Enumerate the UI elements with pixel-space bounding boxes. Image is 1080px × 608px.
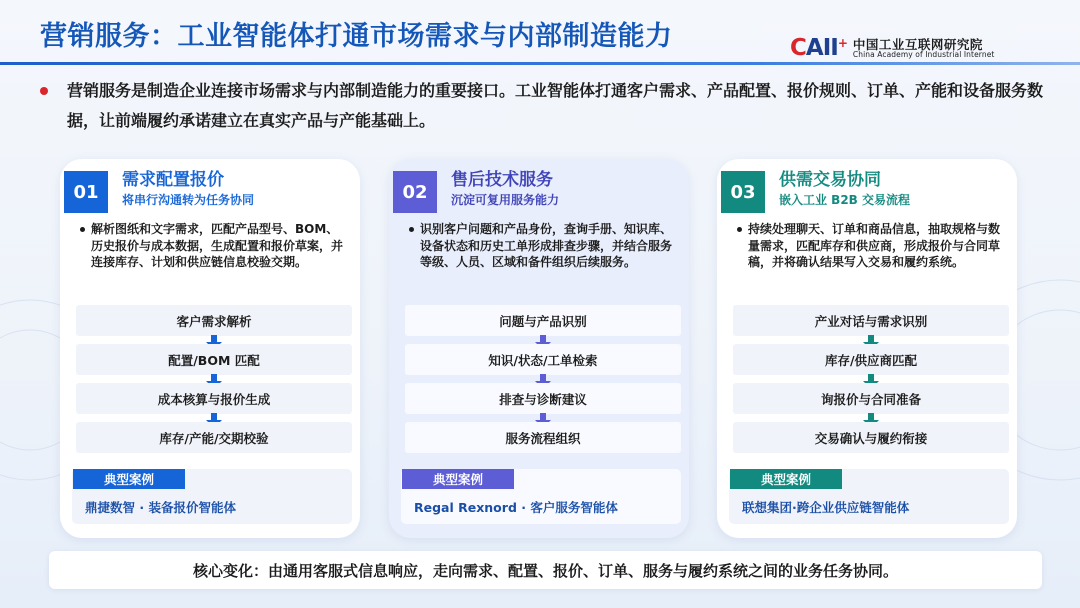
flow-step: 产业对话与需求识别 bbox=[733, 305, 1009, 336]
flow-step: 问题与产品识别 bbox=[405, 305, 681, 336]
case-text: 联想集团·跨企业供应链智能体 bbox=[742, 500, 910, 515]
case-tag: 典型案例 bbox=[402, 469, 514, 489]
case-box bbox=[72, 469, 352, 524]
title-divider bbox=[0, 62, 1080, 65]
flow-step: 客户需求解析 bbox=[76, 305, 352, 336]
card-description: 识别客户问题和产品身份，查询手册、知识库、设备状态和历史工单形成排查步骤，并结合服务等级、人员、区域和备件组织后续服务。 bbox=[409, 221, 677, 271]
case-text: Regal Rexnord · 客户服务智能体 bbox=[414, 500, 618, 515]
logo-mark: CAII+ bbox=[790, 34, 847, 61]
page-title: 营销服务：工业智能体打通市场需求与内部制造能力 bbox=[40, 21, 673, 52]
bullet-icon bbox=[409, 227, 414, 232]
core-change-summary: 核心变化：由通用客服式信息响应，走向需求、配置、报价、订单、服务与履约系统之间的业务任务协同。 bbox=[49, 551, 1042, 589]
flow-step: 配置/BOM 匹配 bbox=[76, 344, 352, 375]
card-number-badge: 03 bbox=[721, 171, 765, 213]
logo-name-cn: 中国工业互联网研究院 bbox=[852, 36, 983, 52]
card-number-badge: 02 bbox=[393, 171, 437, 213]
card-subtitle: 沉淀可复用服务能力 bbox=[451, 193, 560, 207]
bullet-icon bbox=[80, 227, 85, 232]
card-header bbox=[389, 159, 689, 214]
card-after-sales-service bbox=[389, 159, 689, 538]
card-number-badge: 01 bbox=[64, 171, 108, 213]
caii-logo bbox=[790, 34, 994, 62]
flow-step: 库存/产能/交期校验 bbox=[76, 422, 352, 453]
bullet-icon bbox=[737, 227, 742, 232]
card-header bbox=[717, 159, 1017, 214]
card-description: 解析图纸和文字需求，匹配产品型号、BOM、历史报价与成本数据，生成配置和报价草案，并连接库存、计划和供应链信息校验交期。 bbox=[80, 221, 348, 271]
card-demand-config-quote bbox=[60, 159, 360, 538]
red-bullet-icon bbox=[40, 87, 48, 95]
card-supply-demand-trade bbox=[717, 159, 1017, 538]
logo-name-en: China Academy of Industrial Internet bbox=[852, 49, 995, 59]
card-title: 售后技术服务 bbox=[451, 170, 553, 190]
flow-step: 排查与诊断建议 bbox=[405, 383, 681, 414]
flow-step: 知识/状态/工单检索 bbox=[405, 344, 681, 375]
flow-step: 交易确认与履约衔接 bbox=[733, 422, 1009, 453]
case-box bbox=[729, 469, 1009, 524]
flow-step: 库存/供应商匹配 bbox=[733, 344, 1009, 375]
card-title: 需求配置报价 bbox=[122, 170, 224, 190]
case-tag: 典型案例 bbox=[73, 469, 185, 489]
case-tag: 典型案例 bbox=[730, 469, 842, 489]
card-title: 供需交易协同 bbox=[779, 170, 881, 190]
card-subtitle: 将串行沟通转为任务协同 bbox=[122, 193, 255, 207]
intro-paragraph: 营销服务是制造企业连接市场需求与内部制造能力的重要接口。工业智能体打通客户需求、产品配置、报价规则、订单、产能和设备服务数据，让前端履约承诺建立在真实产品与产能基础上。 bbox=[40, 76, 1050, 136]
flow-step: 服务流程组织 bbox=[405, 422, 681, 453]
flow-step: 询报价与合同准备 bbox=[733, 383, 1009, 414]
case-text: 鼎捷数智 · 装备报价智能体 bbox=[85, 500, 236, 515]
card-header bbox=[60, 159, 360, 214]
case-box bbox=[401, 469, 681, 524]
flow-step: 成本核算与报价生成 bbox=[76, 383, 352, 414]
card-description: 持续处理聊天、订单和商品信息，抽取规格与数量需求，匹配库存和供应商，形成报价与合同草稿，并将确认结果写入交易和履约系统。 bbox=[737, 221, 1005, 271]
card-subtitle: 嵌入工业 B2B 交易流程 bbox=[779, 193, 910, 207]
